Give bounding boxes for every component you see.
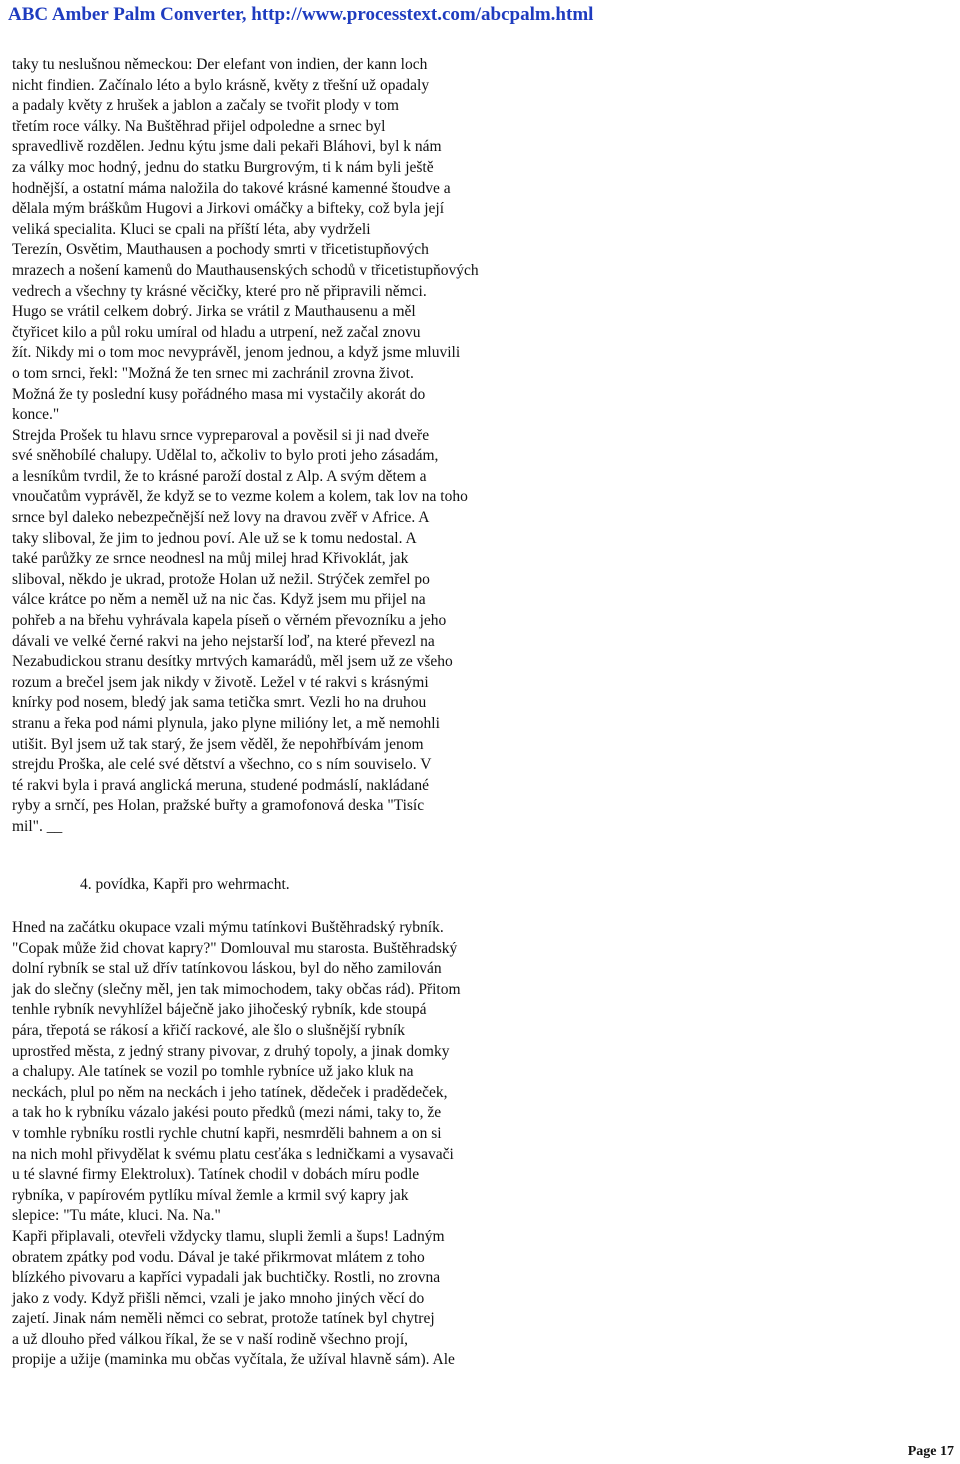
text-line: dávali ve velké černé rakvi na jeho nejstarší loď, na které převezl na [12,632,435,650]
text-line: vedrech a všechny ty krásné věcičky, které pro ně připravili němci. [12,282,427,300]
text-line: stranu a řeka pod námi plynula, jako plyne milióny let, a mě nemohli [12,715,440,732]
text-line: zajetí. Jinak nám neměli němci co sebrat, protože tatínek byl chytrej [12,1310,435,1328]
text-line: pára, třepotá se rákosí a křičí rackové, ale šlo o slušnější rybník [12,1021,405,1039]
text-line: ryby a srnčí, pes Holan, pražské buřty a gramofonová deska "Tisíc [12,797,425,815]
text-line: také parůžky ze srnce neodnesl na můj milej hrad Křivoklát, jak [12,550,409,568]
text-line: obratem zpátky pod vodu. Dával je také přikrmovat mlátem z toho [12,1248,425,1266]
text-line: dělala mým bráškům Hugovi a Jirkovi omáčky a bifteky, což byla její [12,200,445,218]
text-line: uprostřed města, z jedný strany pivovar, z druhý topoly, a jinak domky [12,1042,450,1060]
text-line: Nezabudickou stranu desítky mrtvých kamarádů, měl jsem už ze všeho [12,653,453,671]
text-line: o tom srnci, řekl: "Možná že ten srnec mi zachránil zrovna život. [12,364,414,382]
text-line: mrazech a nošení kamenů do Mauthausenských schodů v třicetistupňových [12,261,479,279]
text-line: Hugo se vrátil celkem dobrý. Jirka se vrátil z Mauthausenu a měl [12,303,416,321]
text-line: neckách, plul po něm na neckách i jeho tatínek, dědeček i pradědeček, [12,1083,448,1101]
text-line: v tomhle rybníku rostli rychle chutní kapři, nesmrděli bahnem a on si [12,1124,442,1142]
text-line: a chalupy. Ale tatínek se vozil po tomhle rybníce už jako kluk na [12,1063,414,1081]
text-line: a tak ho k rybníku vázalo jakési pouto předků (mezi námi, taky to, že [12,1104,442,1122]
text-line: žít. Nikdy mi o tom moc nevyprávěl, jenom jednou, a když jsme mluvili [12,344,461,362]
text-line: propije a užije (maminka mu občas vyčítala, že užíval hlavně sám). Ale [12,1351,455,1369]
text-line: Kapři připlavali, otevřeli vždycky tlamu, slupli žemli a šups! Ladným [12,1227,445,1245]
text-line: třetím roce války. Na Buštěhrad přijel odpoledne a srnec byl [12,117,386,135]
text-line: nicht findien. Začínalo léto a bylo krásně, květy z třešní už opadaly [12,76,430,94]
chapter-heading: 4. povídka, Kapři pro wehrmacht. [80,876,290,893]
text-line: a lesníkům tvrdil, že to krásné paroží dostal z Alp. A svým dětem a [12,467,427,485]
text-line: Hned na začátku okupace vzali mýmu tatínkovi Buštěhradský rybník. [12,919,444,936]
text-line: knírky pod nosem, bledý jak sama tetička smrt. Vezli ho na druhou [12,694,427,712]
text-line: spravedlivě rozdělen. Jednu kýtu jsme dali pekaři Bláhovi, byl k nám [12,138,442,156]
text-line: za války moc hodný, jednu do statku Burgrovým, ti k nám byli ještě [12,158,434,176]
text-line: taky sliboval, že jim to jednou poví. Ale už se k tomu nedostal. A [12,529,417,547]
text-line: na nich mohl přivydělat k svému platu cesťáka s ledničkami a vysavači [12,1145,454,1163]
text-line: sliboval, někdo je ukrad, protože Holan už nežil. Strýček zemřel po [12,570,430,588]
text-line: válce krátce po něm a neměl už na nic čas. Když jsem mu přijel na [12,591,426,609]
text-line: u té slavné firmy Elektrolux). Tatínek chodil v dobách míru podle [12,1166,420,1184]
page-number: Page 17 [907,1444,954,1459]
text-line: blízkého pivovaru a kapříci vypadali jak buchtičky. Rostli, no zrovna [12,1269,441,1287]
story-text-part2 [12,918,461,1371]
text-line: té rakvi byla i pravá anglická meruna, studené podmáslí, nakládané [12,776,430,794]
converter-header: ABC Amber Palm Converter, http://www.processtext.com/abcpalm.html [8,4,594,25]
text-line: jak do slečny (slečny měl, jen tak mimochodem, taky občas rád). Přitom [12,980,461,998]
text-line: Možná že ty poslední kusy pořádného masa mi vystačily akorát do [12,385,426,403]
text-line: vnoučatům vyprávěl, že když se to vezme kolem a kolem, tak lov na toho [12,488,468,506]
text-line: "Copak může žid chovat kapry?" Domlouval mu starosta. Buštěhradský [12,939,458,957]
text-line: taky tu neslušnou německou: Der elefant von indien, der kann loch [12,56,428,73]
text-line: hodnější, a ostatní máma naložila do takové krásné kamenné štoudve a [12,179,451,197]
text-line: dolní rybník se stal už dřív tatínkovou láskou, byl do něho zamilován [12,960,442,978]
text-line: veliká specialita. Kluci se cpali na příští léta, aby vydrželi [12,220,371,238]
text-line: utišit. Byl jsem už tak starý, že jsem věděl, že nepohřbívám jenom [12,735,424,753]
text-line: své sněhobílé chalupy. Udělal to, ačkoliv to bylo proti jeho zásadám, [12,447,439,465]
text-line: a padaly květy z hrušek a jablon a začaly se tvořit plody v tom [12,97,399,115]
text-line: čtyřicet kilo a půl roku umíral od hladu a utrpení, než začal znovu [12,323,421,341]
text-line: slepice: "Tu máte, kluci. Na. Na." [12,1207,221,1225]
text-line: Strejda Prošek tu hlavu srnce vypreparoval a pověsil si ji nad dveře [12,426,430,444]
text-line: pohřeb a na břehu vyhrávala kapela píseň o věrném převozníku a jeho [12,612,447,630]
text-line: jako z vody. Když přišli němci, vzali je jako mnoho jiných věcí do [12,1289,425,1307]
text-line: tenhle rybník nevyhlížel báječně jako jihočeský rybník, kde stoupá [12,1001,427,1019]
text-line: srnce byl daleko nebezpečnější než lovy na dravou zvěř v Africe. A [12,509,430,527]
text-line: strejdu Proška, ale celé své dětství a všechno, co s ním souviselo. V [12,756,432,774]
story-text-part1 [12,55,479,838]
text-line: Terezín, Osvětim, Mauthausen a pochody smrti v třicetistupňových [12,241,429,259]
text-line: konce." [12,406,60,424]
text-line: rybníka, v papírovém pytlíku míval žemle a krmil svý kapry jak [12,1186,409,1204]
text-line: a už dlouho před válkou říkal, že se v naší rodině všechno projí, [12,1330,408,1348]
text-line: mil". __ [12,817,63,835]
text-line: rozum a brečel jsem jak nikdy v životě. Ležel v té rakvi s krásnými [12,673,429,691]
